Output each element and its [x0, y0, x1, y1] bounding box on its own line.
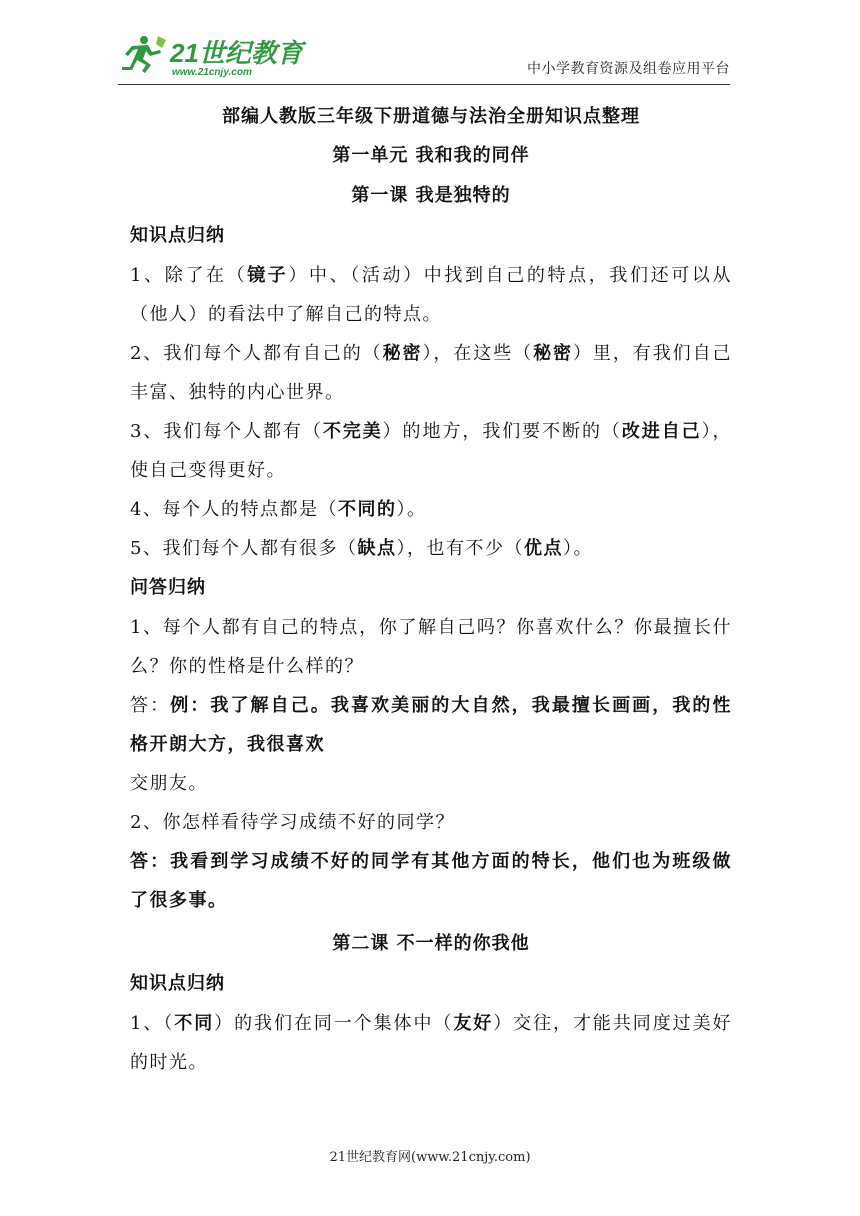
knowledge-item-4: 4、每个人的特点都是（不同的）。: [130, 499, 427, 520]
document-body: [130, 98, 732, 1082]
qa-heading: 问答归纳: [130, 577, 206, 598]
lesson-1-title: 第一课 我是独特的: [351, 185, 511, 206]
knowledge-heading: 知识点归纳: [130, 225, 225, 246]
page-footer: 21世纪教育网(www.21cnjy.com): [329, 1150, 531, 1165]
answer-1: 答：例：我了解自己。我喜欢美丽的大自然，我最擅长画画，我的性格开朗大方，我很喜欢: [130, 695, 733, 755]
document-title: 部编人教版三年级下册道德与法治全册知识点整理: [222, 106, 640, 127]
answer-1-continued: 交朋友。: [130, 773, 208, 794]
header-divider: [118, 84, 730, 85]
lesson-2-title: 第二课 不一样的你我他: [332, 933, 530, 954]
logo-text: 21世纪教育: [170, 38, 303, 68]
question-1: 1、每个人都有自己的特点，你了解自己吗？你喜欢什么？你最擅长什么？你的性格是什么样的？: [130, 617, 732, 677]
logo-21cnjy: [118, 32, 303, 78]
runner-icon: [122, 36, 166, 73]
knowledge-item-3: 3、我们每个人都有（不完美）的地方，我们要不断的（改进自己），使自己变得更好。: [130, 421, 733, 481]
logo-url: www.21cnjy.com: [172, 67, 252, 78]
knowledge-item-5: 5、我们每个人都有很多（缺点），也有不少（优点）。: [130, 538, 593, 559]
answer-2: 答：我看到学习成绩不好的同学有其他方面的特长，他们也为班级做了很多事。: [130, 851, 732, 911]
knowledge-item-2: 2、我们每个人都有自己的（秘密），在这些（秘密）里，有我们自己丰富、独特的内心世界。: [130, 343, 733, 403]
unit-title: 第一单元 我和我的同伴: [332, 145, 530, 166]
knowledge-item-1: 1、除了在（镜子）中、（活动）中找到自己的特点，我们还可以从（他人）的看法中了解自己的特点。: [130, 265, 733, 325]
knowledge-heading-2: 知识点归纳: [130, 973, 225, 994]
lesson-2-knowledge-item-1: 1、（不同）的我们在同一个集体中（友好）交往，才能共同度过美好的时光。: [130, 1013, 733, 1073]
question-2: 2、你怎样看待学习成绩不好的同学？: [130, 812, 455, 833]
platform-text: 中小学教育资源及组卷应用平台: [527, 61, 730, 77]
page-header: [118, 30, 730, 84]
